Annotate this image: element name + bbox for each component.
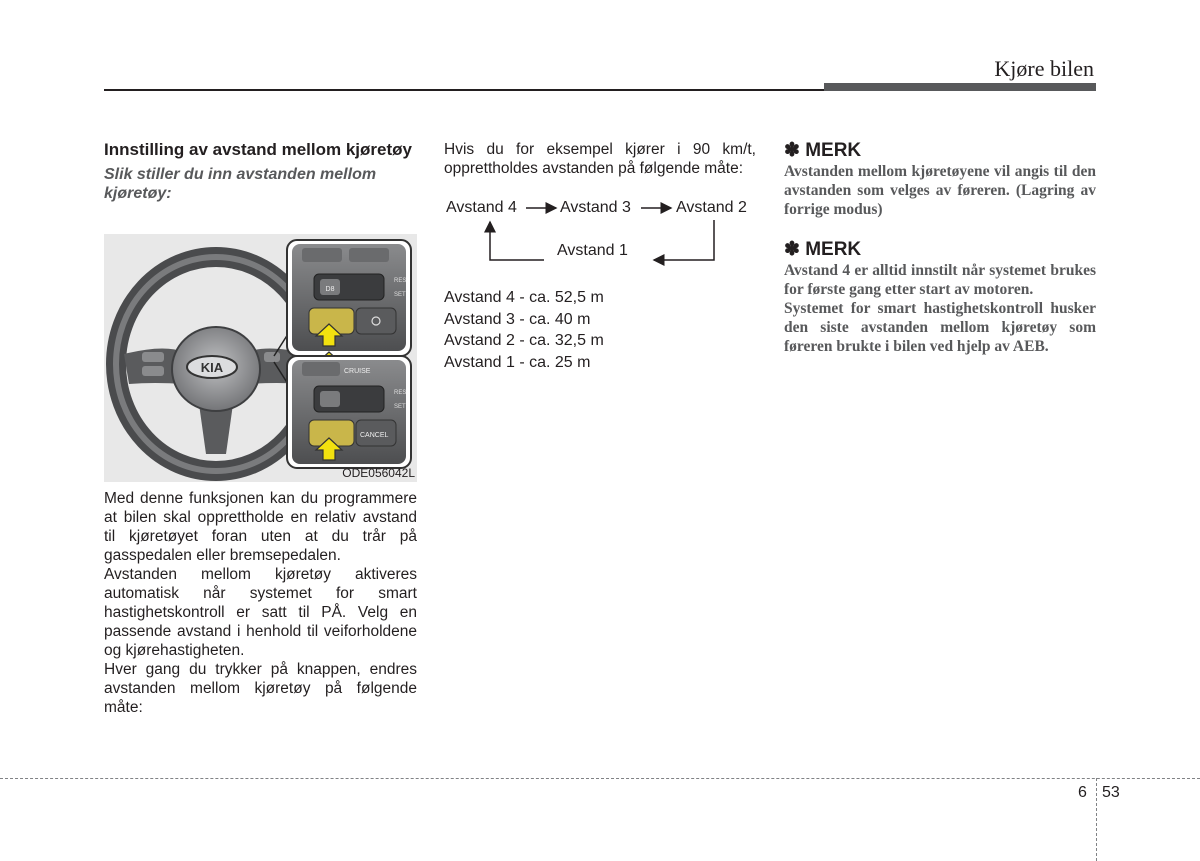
distance-label: D8 (325, 286, 335, 293)
right-spoke-button (264, 352, 280, 362)
page-header-title: Kjøre bilen (994, 56, 1094, 81)
logo-text: KIA (200, 360, 224, 375)
footer-divider (0, 778, 1200, 779)
control-panel-bottom-inset (287, 356, 411, 468)
flow-node: Avstand 1 (557, 242, 628, 259)
note-title: ✽ MERK (784, 140, 862, 161)
header-rule (104, 89, 826, 91)
figure-code: ODE056042L (342, 466, 415, 480)
list-item: Avstand 3 - ca. 40 m (444, 310, 591, 328)
steering-wheel-figure (104, 234, 417, 482)
section-subheading: Slik stiller du inn avstanden mellom kjøretøy: (104, 166, 377, 202)
flow-arrow (490, 222, 544, 260)
example-intro: Hvis du for eksempel kjører i 90 km/t, opprettholdes avstanden på følgende måte: (444, 141, 756, 177)
header-rule-accent (824, 83, 1096, 91)
flow-arrow (654, 220, 714, 260)
flow-node: Avstand 2 (676, 199, 747, 216)
page-number: 53 (1102, 784, 1120, 801)
list-item: Avstand 2 - ca. 32,5 m (444, 332, 604, 349)
note-text: Avstand 4 er alltid innstilt når systemet brukes for første gang etter start av motoren. (784, 262, 1096, 298)
res-label: RES (394, 390, 407, 396)
note-text: Systemet for smart hastighetskontroll husker den siste avstanden mellom kjøretøy som føreren brukte i bilen ved hjelp av AEB. (784, 300, 1096, 355)
distance-list (444, 287, 604, 373)
body-paragraph: Avstanden mellom kjøretøy aktiveres automatisk når systemet for smart hastighetskontroll er satt til PÅ. Velg en passende avstand i henhold til veiforholdene og kjørehastigheten. (104, 566, 417, 659)
cruise-label: CRUISE (344, 368, 371, 375)
chapter-number: 6 (1078, 784, 1087, 801)
flow-node: Avstand 3 (560, 199, 631, 216)
note-box (784, 140, 1096, 219)
cancel-label: CANCEL (360, 432, 389, 439)
body-paragraph: Med denne funksjonen kan du programmere at bilen skal opprettholde en relativ avstand til kjøretøyet foran uten at du trår på gasspedalen eller bremsepedalen. (104, 490, 417, 564)
set-label: SET (394, 292, 406, 298)
control-panel-top-inset (287, 240, 411, 374)
list-item: Avstand 4 - ca. 52,5 m (444, 289, 604, 306)
left-spoke-button (142, 352, 164, 362)
left-spoke-button (142, 366, 164, 376)
steering-wheel-illustration (104, 234, 417, 482)
list-item: Avstand 1 - ca. 25 m (444, 353, 591, 371)
section-left-column (104, 140, 417, 203)
distance-cycle-diagram (444, 196, 764, 276)
flow-node: Avstand 4 (446, 199, 517, 216)
body-paragraph: Hver gang du trykker på knappen, endres avstanden mellom kjøretøy på følgende måte: (104, 661, 417, 716)
section-heading: Innstilling av avstand mellom kjøretøy (104, 140, 412, 159)
body-text (104, 489, 417, 717)
footer-vertical-divider (1096, 778, 1097, 861)
set-label: SET (394, 404, 406, 410)
note-text: Avstanden mellom kjøretøyene vil angis til den avstanden som velges av føreren. (Lagring av forrige modus) (784, 163, 1096, 218)
res-label: RES (394, 278, 407, 284)
notes-column (784, 140, 1096, 356)
example-intro-block (444, 140, 756, 178)
note-title: ✽ MERK (784, 239, 862, 260)
note-box (784, 239, 1096, 356)
